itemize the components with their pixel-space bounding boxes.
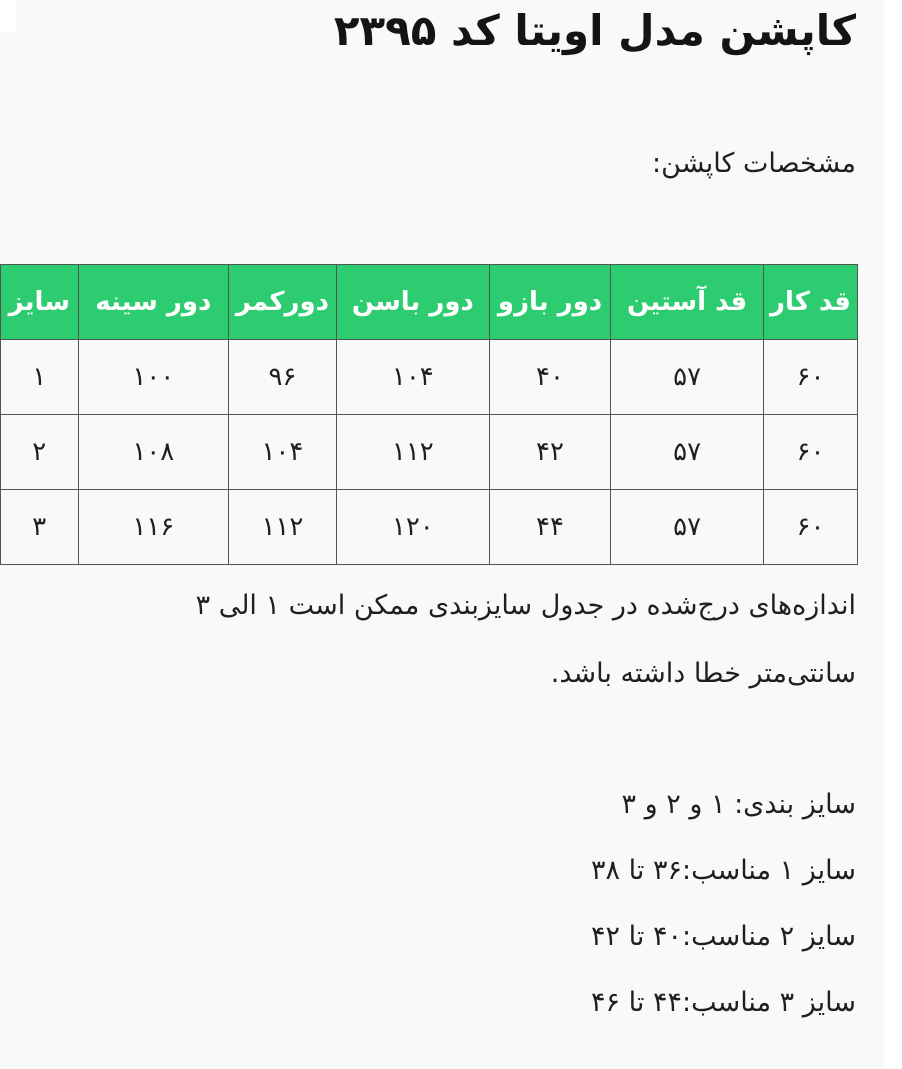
table-cell: ۵۷ (611, 490, 764, 565)
size-1-fit: سایز ۱ مناسب:۳۶ تا ۳۸ (591, 855, 856, 886)
table-cell: ۱۰۴ (336, 340, 489, 415)
note-line-1: اندازه‌های درج‌شده در جدول سایزبندی ممکن است ۱ الی ۳ (195, 590, 856, 621)
corner-element (0, 0, 16, 32)
header-arm-circumference: دور بازو (489, 265, 610, 340)
header-height: قد کار (763, 265, 857, 340)
table-cell: ۱۰۰ (78, 340, 229, 415)
table-cell: ۴۰ (489, 340, 610, 415)
table-cell: ۱۱۲ (229, 490, 337, 565)
specs-heading: مشخصات کاپشن: (652, 148, 856, 179)
table-cell: ۶۰ (763, 415, 857, 490)
size-3-fit: سایز ۳ مناسب:۴۴ تا ۴۶ (591, 987, 856, 1018)
table-cell: ۱۰۴ (229, 415, 337, 490)
table-cell: ۵۷ (611, 340, 764, 415)
header-chest-circumference: دور سینه (78, 265, 229, 340)
size-table (0, 264, 858, 565)
table-row (1, 490, 858, 565)
table-row (1, 415, 858, 490)
product-title: کاپشن مدل اویتا کد ۲۳۹۵ (333, 6, 856, 55)
table-cell: ۱۱۶ (78, 490, 229, 565)
table-header-row (1, 265, 858, 340)
header-hip-circumference: دور باسن (336, 265, 489, 340)
table-row (1, 340, 858, 415)
measurement-note (16, 572, 856, 708)
size-2-fit: سایز ۲ مناسب:۴۰ تا ۴۲ (591, 921, 856, 952)
header-sleeve-length: قد آستین (611, 265, 764, 340)
table-cell: ۵۷ (611, 415, 764, 490)
table-cell: ۴۴ (489, 490, 610, 565)
table-cell: ۹۶ (229, 340, 337, 415)
table-cell: ۶۰ (763, 340, 857, 415)
table-cell: ۱۲۰ (336, 490, 489, 565)
table-cell: ۴۲ (489, 415, 610, 490)
table-cell: ۱۱۲ (336, 415, 489, 490)
table-cell: ۲ (1, 415, 79, 490)
table-cell: ۱۰۸ (78, 415, 229, 490)
header-waist-circumference: دورکمر (229, 265, 337, 340)
note-line-2: سانتی‌متر خطا داشته باشد. (550, 658, 856, 689)
header-size: سایز (1, 265, 79, 340)
page-margin-strip (884, 0, 902, 1069)
table-cell: ۶۰ (763, 490, 857, 565)
table-cell: ۳ (1, 490, 79, 565)
size-range: سایز بندی: ۱ و ۲ و ۳ (621, 789, 856, 820)
size-info-list (591, 780, 856, 1044)
table-cell: ۱ (1, 340, 79, 415)
